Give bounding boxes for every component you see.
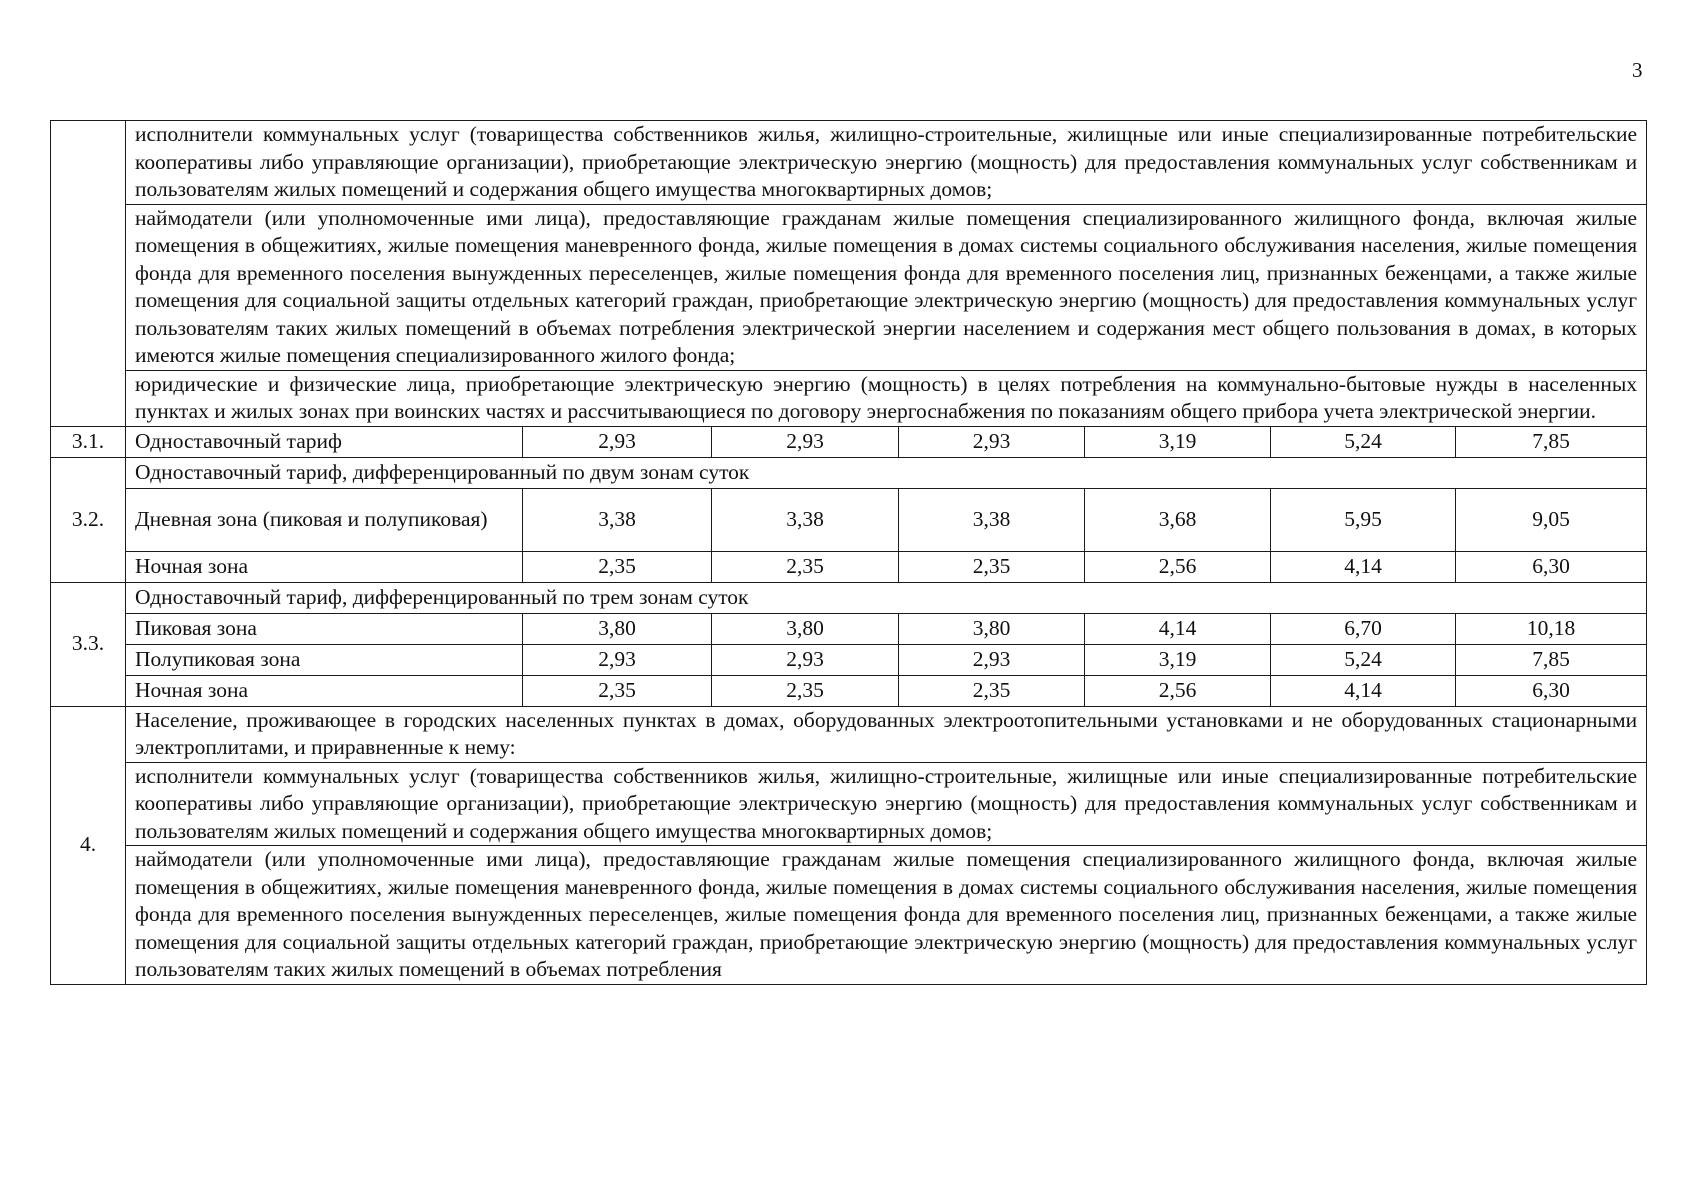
tariff-value: 2,93	[899, 426, 1085, 457]
row-label: Пиковая зона	[126, 613, 523, 644]
table-row	[51, 426, 1647, 457]
tariff-value: 2,35	[899, 551, 1085, 582]
table-row	[51, 644, 1647, 675]
table-row	[51, 846, 1647, 985]
tariff-value: 2,35	[712, 551, 899, 582]
tariff-value: 6,70	[1271, 613, 1456, 644]
table-row	[51, 121, 1647, 205]
tariff-value: 3,19	[1085, 644, 1271, 675]
tariff-table	[50, 120, 1647, 985]
tariff-value: 5,24	[1271, 644, 1456, 675]
tariff-value: 4,14	[1271, 675, 1456, 706]
tariff-value: 2,56	[1085, 551, 1271, 582]
row-heading: Одноставочный тариф, дифференцированный по трем зонам суток	[126, 582, 1647, 613]
row-label: Дневная зона (пиковая и полупиковая)	[126, 488, 523, 551]
table-row	[51, 582, 1647, 613]
row-label: Ночная зона	[126, 551, 523, 582]
tariff-value: 2,56	[1085, 675, 1271, 706]
table-row	[51, 706, 1647, 762]
row-heading: Одноставочный тариф, дифференцированный по двум зонам суток	[126, 457, 1647, 488]
tariff-value: 2,93	[899, 644, 1085, 675]
row-number	[51, 121, 126, 427]
section-paragraph: наймодатели (или уполномоченные ими лица), предоставляющие гражданам жилые помещения специализированного жилищного фонда, включая жилые помещения в общежитиях, жилые помещения маневренного фонда, жилые помещения в домах системы социального обслуживания населения, жилые помещения фонда для временного поселения вынужденных переселенцев, жилые помещения фонда для временного поселения лиц, признанных беженцами, а также жилые помещения для социальной защиты отдельных категорий граждан, приобретающие электрическую энергию (мощность) для предоставления коммунальных услуг пользователям таких жилых помещений в объемах потребления электрической энергии населением и содержания мест общего пользования в домах, в которых имеются жилые помещения специализированного жилого фонда;	[126, 204, 1647, 370]
tariff-value: 5,95	[1271, 488, 1456, 551]
row-number: 4.	[51, 706, 126, 984]
tariff-value: 10,18	[1456, 613, 1647, 644]
tariff-value: 2,93	[523, 426, 712, 457]
table-row	[51, 762, 1647, 846]
row-number: 3.1.	[51, 426, 126, 457]
tariff-value: 2,35	[899, 675, 1085, 706]
table-row	[51, 370, 1647, 426]
tariff-value: 2,93	[712, 644, 899, 675]
tariff-value: 3,38	[899, 488, 1085, 551]
tariff-value: 3,38	[523, 488, 712, 551]
tariff-value: 6,30	[1456, 551, 1647, 582]
tariff-value: 2,93	[712, 426, 899, 457]
table-row	[51, 613, 1647, 644]
tariff-value: 3,80	[899, 613, 1085, 644]
tariff-value: 7,85	[1456, 644, 1647, 675]
section-paragraph: Население, проживающее в городских населенных пунктах в домах, оборудованных электроотопительными установками и не оборудованных стационарными электроплитами, и приравненные к нему:	[126, 706, 1647, 762]
table-row	[51, 551, 1647, 582]
tariff-value: 2,35	[712, 675, 899, 706]
tariff-value: 3,80	[712, 613, 899, 644]
tariff-value: 3,38	[712, 488, 899, 551]
tariff-value: 5,24	[1271, 426, 1456, 457]
section-paragraph: юридические и физические лица, приобретающие электрическую энергию (мощность) в целях потребления на коммунально-бытовые нужды в населенных пунктах и жилых зонах при воинских частях и рассчитывающиеся по договору энергоснабжения по показаниям общего прибора учета электрической энергии.	[126, 370, 1647, 426]
row-number: 3.2.	[51, 457, 126, 582]
section-paragraph: исполнители коммунальных услуг (товарищества собственников жилья, жилищно-строительные, жилищные или иные специализированные потребительские кооперативы либо управляющие организации), приобретающие электрическую энергию (мощность) для предоставления коммунальных услуг собственникам и пользователям жилых помещений и содержания общего имущества многоквартирных домов;	[126, 762, 1647, 846]
section-paragraph: исполнители коммунальных услуг (товарищества собственников жилья, жилищно-строительные, жилищные или иные специализированные потребительские кооперативы либо управляющие организации), приобретающие электрическую энергию (мощность) для предоставления коммунальных услуг собственникам и пользователям жилых помещений и содержания общего имущества многоквартирных домов;	[126, 121, 1647, 205]
tariff-value: 2,35	[523, 675, 712, 706]
tariff-value: 3,68	[1085, 488, 1271, 551]
tariff-value: 4,14	[1085, 613, 1271, 644]
table-row	[51, 675, 1647, 706]
row-number: 3.3.	[51, 582, 126, 706]
table-row	[51, 488, 1647, 551]
table-row	[51, 457, 1647, 488]
tariff-value: 3,80	[523, 613, 712, 644]
tariff-value: 2,35	[523, 551, 712, 582]
page-number: 3	[1632, 58, 1643, 82]
tariff-value: 9,05	[1456, 488, 1647, 551]
section-paragraph: наймодатели (или уполномоченные ими лица), предоставляющие гражданам жилые помещения специализированного жилищного фонда, включая жилые помещения в общежитиях, жилые помещения маневренного фонда, жилые помещения в домах системы социального обслуживания населения, жилые помещения фонда для временного поселения вынужденных переселенцев, жилые помещения фонда для временного поселения лиц, признанных беженцами, а также жилые помещения для социальной защиты отдельных категорий граждан, приобретающие электрическую энергию (мощность) для предоставления коммунальных услуг пользователям таких жилых помещений в объемах потребления	[126, 846, 1647, 985]
tariff-value: 3,19	[1085, 426, 1271, 457]
tariff-value: 7,85	[1456, 426, 1647, 457]
tariff-value: 2,93	[523, 644, 712, 675]
row-label: Одноставочный тариф	[126, 426, 523, 457]
row-label: Полупиковая зона	[126, 644, 523, 675]
table-row	[51, 204, 1647, 370]
row-label: Ночная зона	[126, 675, 523, 706]
tariff-value: 6,30	[1456, 675, 1647, 706]
tariff-value: 4,14	[1271, 551, 1456, 582]
